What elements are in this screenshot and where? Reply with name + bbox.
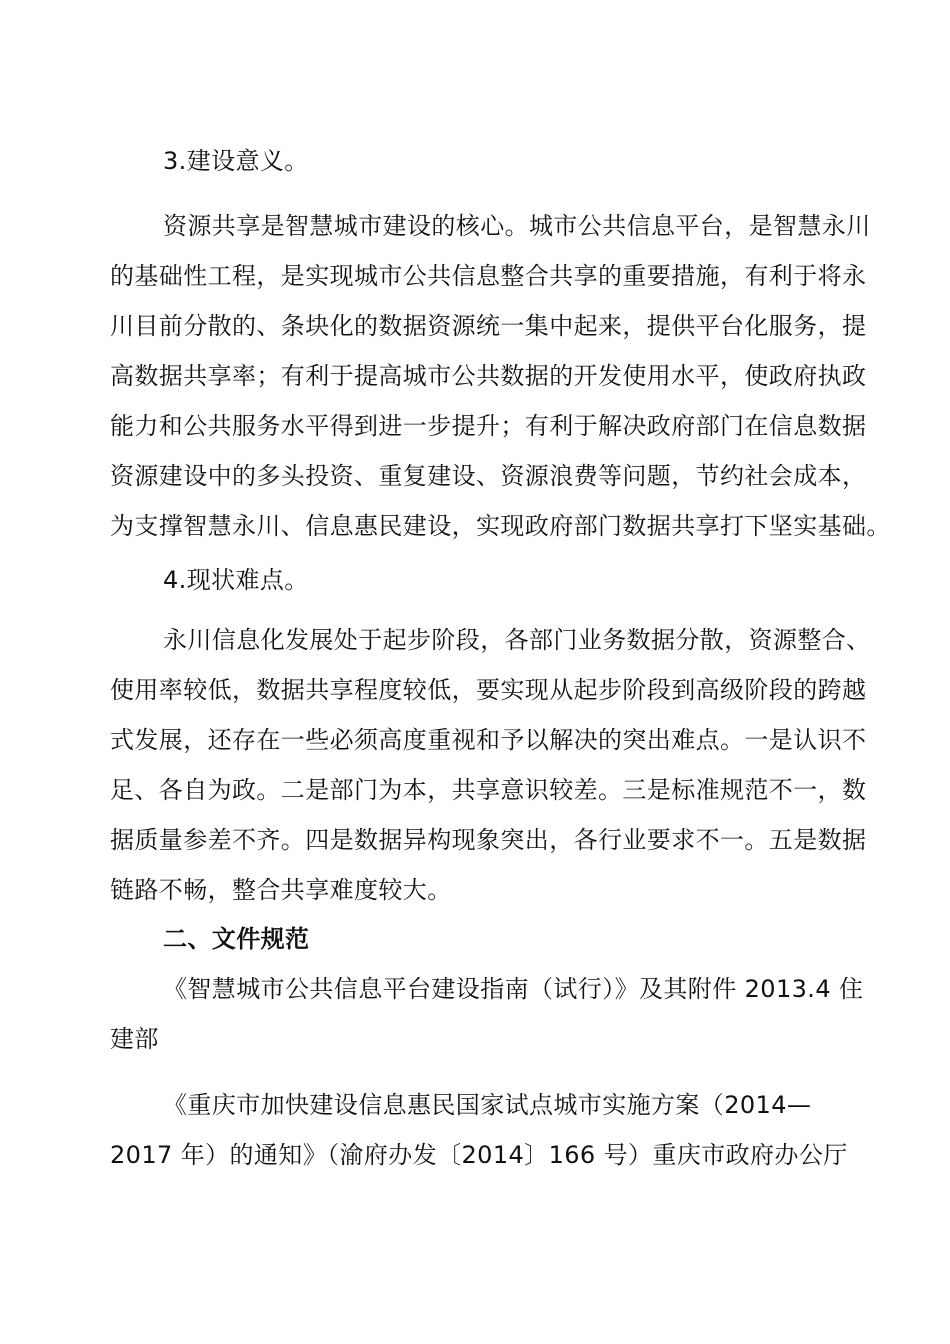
paragraph-line: 据质量参差不齐。四是数据异构现象突出，各行业要求不一。五是数据 [110,826,867,854]
heading-current-difficulties: 4.现状难点。 [163,566,309,594]
paragraph-line: 川目前分散的、条块化的数据资源统一集中起来，提供平台化服务，提 [110,312,867,340]
paragraph-line: 高数据共享率；有利于提高城市公共数据的开发使用水平，使政府执政 [110,362,867,390]
reference-line: 《重庆市加快建设信息惠民国家试点城市实施方案（2014— [163,1091,812,1119]
paragraph-line: 资源建设中的多头投资、重复建设、资源浪费等问题，节约社会成本， [110,462,867,490]
paragraph-line: 能力和公共服务水平得到进一步提升；有利于解决政府部门在信息数据 [110,412,867,440]
reference-line: 建部 [110,1025,159,1053]
heading-construction-significance: 3.建设意义。 [163,147,309,175]
paragraph-line: 链路不畅，整合共享难度较大。 [110,876,452,904]
section-heading-document-standards: 二、文件规范 [163,925,310,953]
paragraph-line: 为支撑智慧永川、信息惠民建设，实现政府部门数据共享打下坚实基础。 [110,512,891,540]
reference-line: 《智慧城市公共信息平台建设指南（试行）》及其附件 2013.4 住 [163,975,864,1003]
paragraph-line: 永川信息化发展处于起步阶段，各部门业务数据分散，资源整合、 [163,626,871,654]
paragraph-line: 的基础性工程，是实现城市公共信息整合共享的重要措施，有利于将永 [110,262,867,290]
paragraph-line: 使用率较低，数据共享程度较低，要实现从起步阶段到高级阶段的跨越 [110,676,867,704]
reference-line: 2017 年）的通知》（渝府办发〔2014〕166 号）重庆市政府办公厅 [110,1141,848,1169]
paragraph-line: 资源共享是智慧城市建设的核心。城市公共信息平台，是智慧永川 [163,212,871,240]
paragraph-line: 式发展，还存在一些必须高度重视和予以解决的突出难点。一是认识不 [110,726,867,754]
paragraph-line: 足、各自为政。二是部门为本，共享意识较差。三是标准规范不一，数 [110,776,867,804]
